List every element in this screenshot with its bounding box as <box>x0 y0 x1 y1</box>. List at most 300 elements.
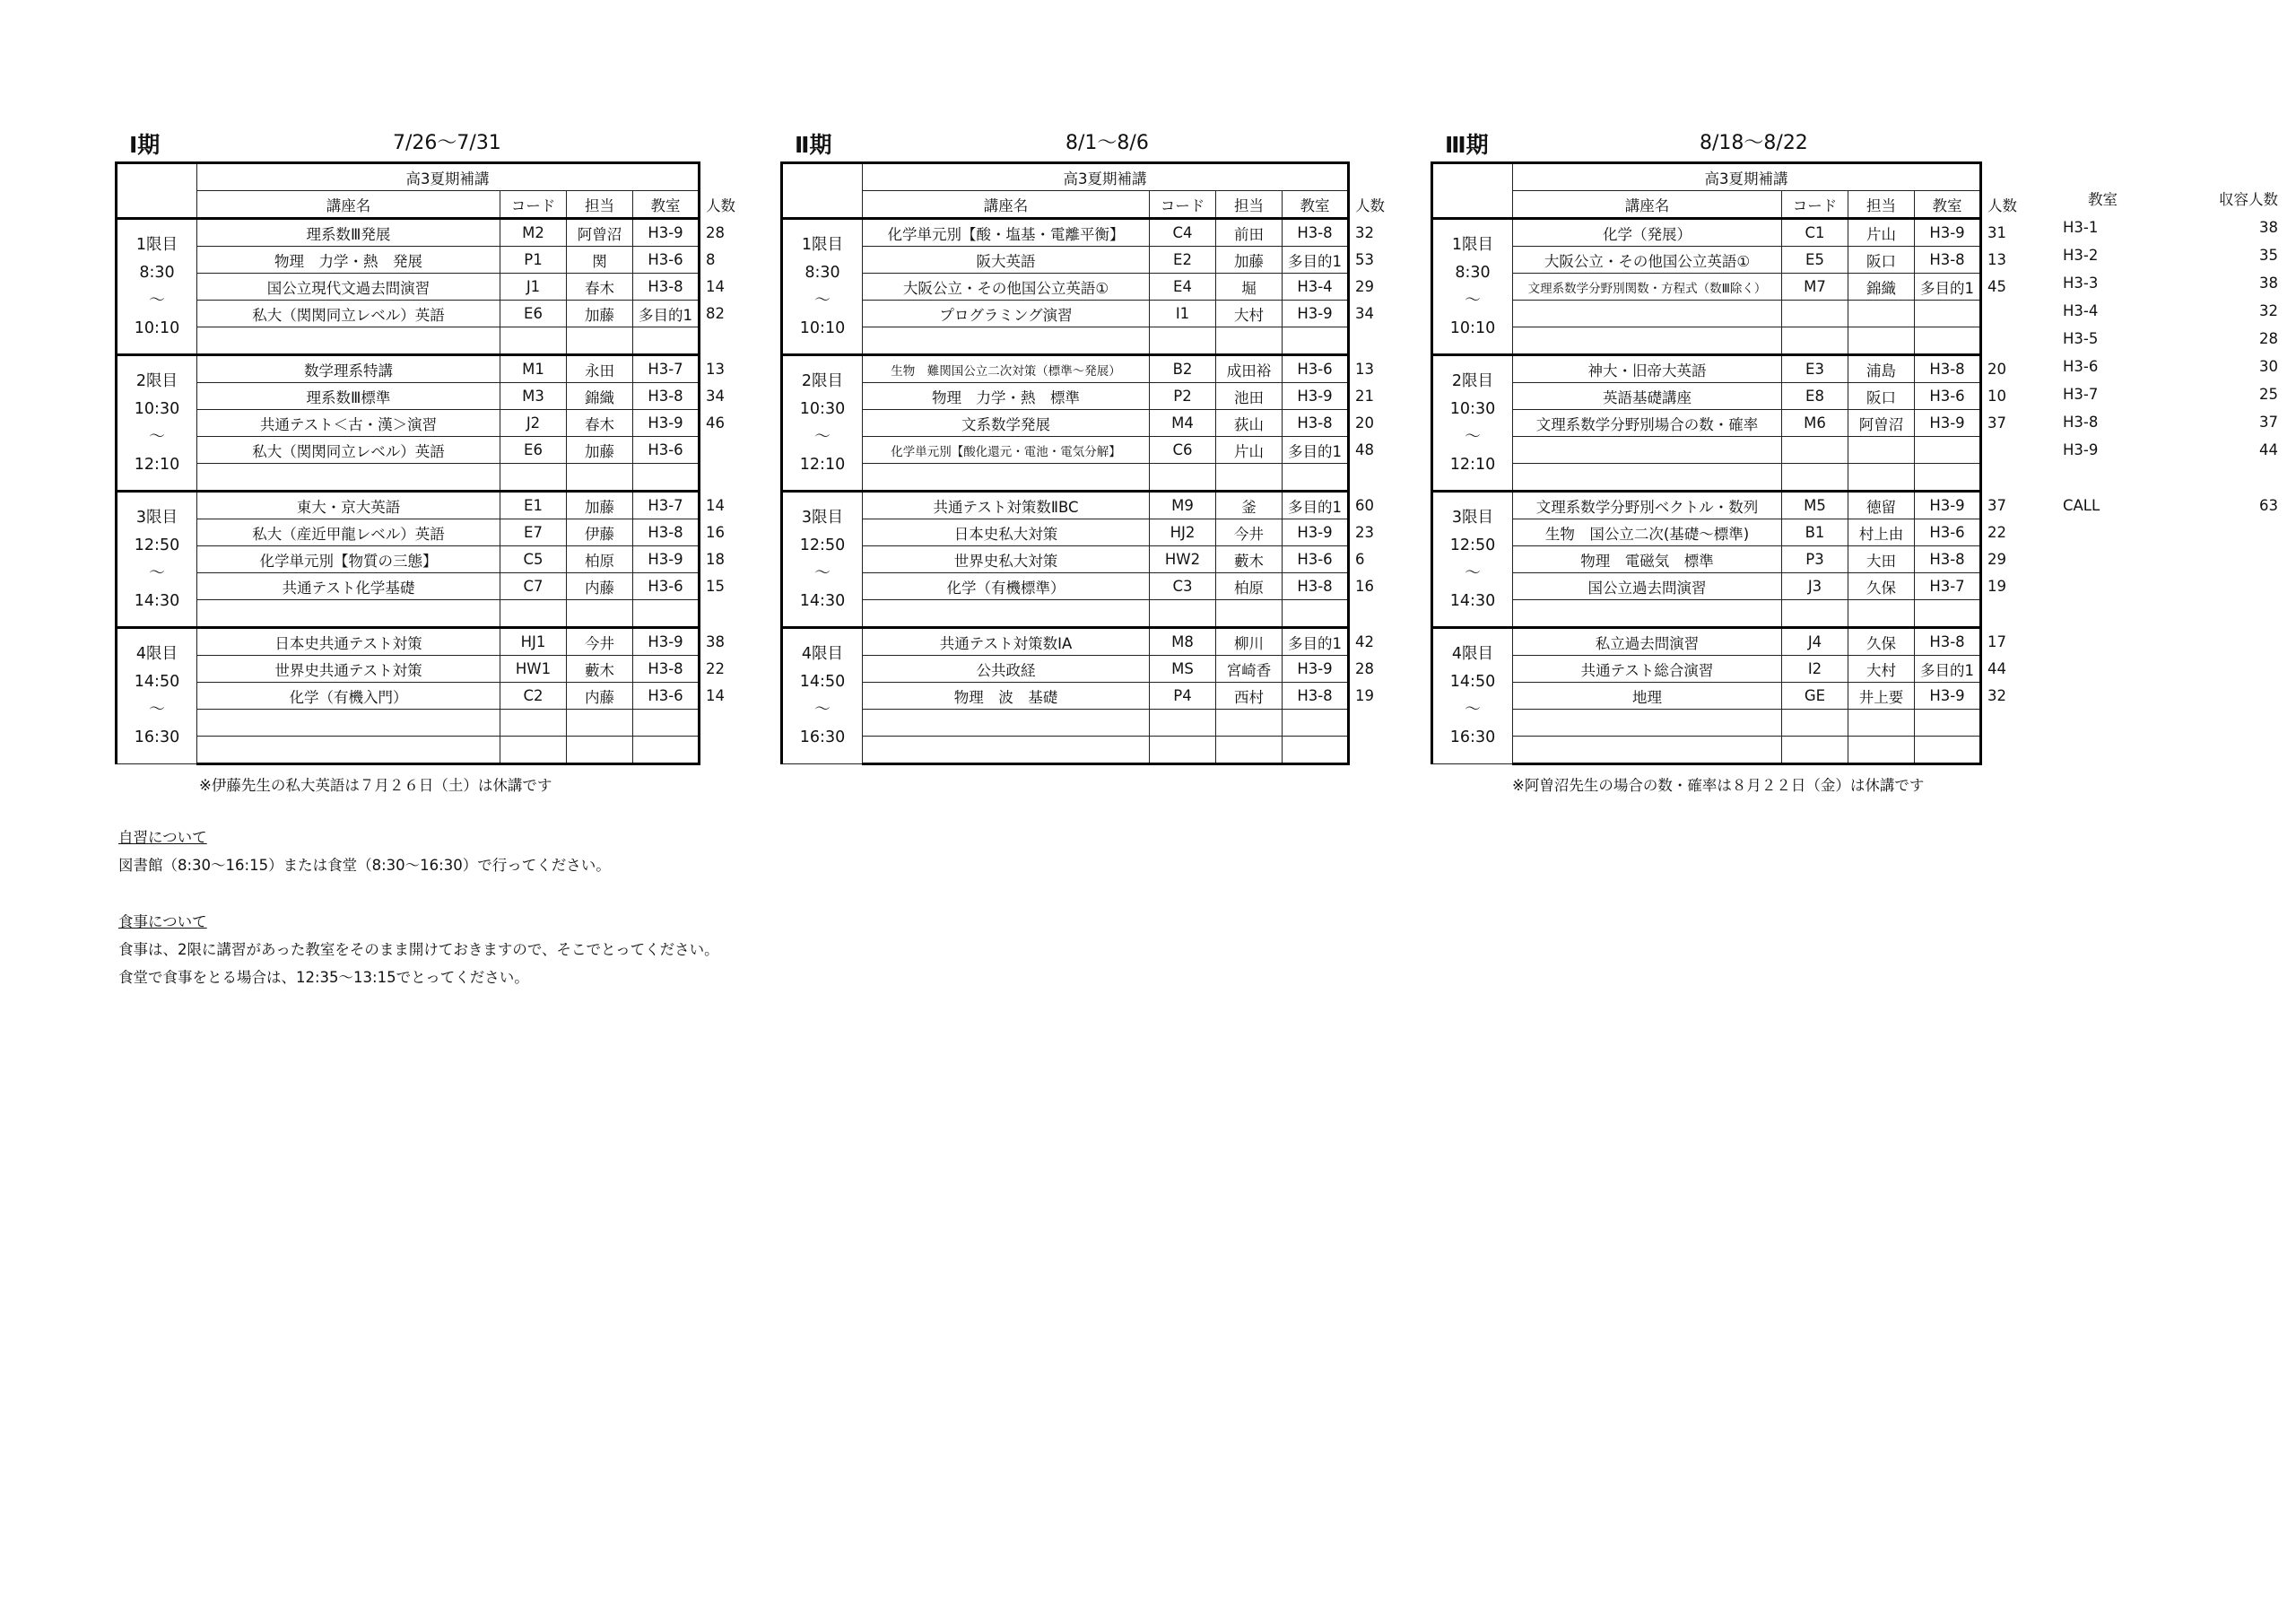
cell-teacher: 片山 <box>1216 437 1283 464</box>
course-header: 講座名 <box>197 191 500 219</box>
cell-count: 22 <box>1981 519 2024 546</box>
cell-teacher: 西村 <box>1216 683 1283 710</box>
cell-code: HJ2 <box>1150 519 1216 546</box>
cell-code: E1 <box>500 492 567 519</box>
cell-course: 物理 波 基礎 <box>863 683 1150 710</box>
capacity-room: H3-7 <box>2063 386 2099 403</box>
time-slot-line: 〜 <box>1465 563 1481 582</box>
cell-room: 多目的1 <box>1283 437 1349 464</box>
table-row <box>782 600 1392 628</box>
cell-code: E5 <box>1782 247 1848 274</box>
cell-code: E4 <box>1150 274 1216 301</box>
cell-course: 国公立現代文過去問演習 <box>197 274 500 301</box>
table-row <box>117 600 743 628</box>
cell-course: 大阪公立・その他国公立英語① <box>863 274 1150 301</box>
schedule-table <box>1431 161 2024 765</box>
cell-count <box>1981 464 2024 492</box>
cell-count: 32 <box>1981 683 2024 710</box>
table-title: 高3夏期補講 <box>863 163 1349 191</box>
cell-teacher: 内藤 <box>567 573 633 600</box>
cell-course: 生物 難関国公立二次対策（標準〜発展） <box>863 355 1150 383</box>
time-slot-line: 4限目 <box>801 645 844 663</box>
time-slot-line: 10:10 <box>134 318 180 337</box>
cell-teacher <box>567 327 633 355</box>
cell-code: M6 <box>1782 410 1848 437</box>
cell-count: 19 <box>1981 573 2024 600</box>
time-slot-line: 16:30 <box>799 728 846 746</box>
time-slot-line: 16:30 <box>134 728 180 746</box>
capacity-room: H3-8 <box>2063 414 2099 431</box>
time-slot-line: 12:50 <box>799 536 846 554</box>
cell-course <box>197 710 500 737</box>
cell-course: 共通テスト対策数ⅡBC <box>863 492 1150 519</box>
cell-count <box>1981 710 2024 737</box>
cell-code: C1 <box>1782 219 1848 247</box>
cell-count: 37 <box>1981 492 2024 519</box>
room-header: 教室 <box>1283 191 1349 219</box>
self-study-text: 図書館（8:30〜16:15）または食堂（8:30〜16:30）で行ってください。 <box>118 857 611 874</box>
cell-room: 多目的1 <box>1283 247 1349 274</box>
cell-code: HJ1 <box>500 628 567 656</box>
meal-title: 食事について <box>118 913 207 930</box>
cell-code: M9 <box>1150 492 1216 519</box>
teacher-header: 担当 <box>1216 191 1283 219</box>
cell-room <box>633 737 700 764</box>
cell-code <box>1782 327 1848 355</box>
time-slot-line: 4限目 <box>1451 645 1494 663</box>
table-row <box>1432 219 2024 247</box>
cell-code: J4 <box>1782 628 1848 656</box>
cell-course <box>1513 600 1782 628</box>
schedule-table <box>780 161 1392 765</box>
course-header: 講座名 <box>1513 191 1782 219</box>
capacity-row <box>2063 298 2278 326</box>
cell-teacher: 堀 <box>1216 274 1283 301</box>
cell-teacher: 阪口 <box>1848 247 1915 274</box>
cell-teacher: 柳川 <box>1216 628 1283 656</box>
cell-count: 82 <box>700 301 743 327</box>
cell-code: M7 <box>1782 274 1848 301</box>
cell-course: 地理 <box>1513 683 1782 710</box>
period-1-note: ※伊藤先生の私大英語は７月２６日（土）は休講です <box>199 777 552 794</box>
cell-course: プログラミング演習 <box>863 301 1150 327</box>
time-slot-label <box>1432 355 1513 492</box>
cell-room: H3-6 <box>633 683 700 710</box>
table-row <box>782 683 1392 710</box>
period-name: Ⅱ期 <box>795 132 832 158</box>
cell-code: C3 <box>1150 573 1216 600</box>
cell-course: 化学単元別【酸・塩基・電離平衡】 <box>863 219 1150 247</box>
period-dates: 8/1〜8/6 <box>1065 132 1149 154</box>
cell-count: 17 <box>1981 628 2024 656</box>
self-study-section <box>118 824 611 879</box>
period-3-note: ※阿曽沼先生の場合の数・確率は８月２２日（金）は休講です <box>1512 777 1925 794</box>
cell-code: E6 <box>500 437 567 464</box>
time-slot-label <box>117 355 197 492</box>
cell-room <box>1283 737 1349 764</box>
time-slot-line: 10:30 <box>1449 399 1496 418</box>
cell-count <box>1981 437 2024 464</box>
cell-count: 28 <box>700 219 743 247</box>
table-row <box>1432 573 2024 600</box>
cell-course: 共通テスト化学基礎 <box>197 573 500 600</box>
cell-code <box>500 464 567 492</box>
table-row <box>782 383 1392 410</box>
cell-count: 42 <box>1349 628 1392 656</box>
cell-room <box>1283 327 1349 355</box>
cell-count: 28 <box>1349 656 1392 683</box>
table-row <box>1432 464 2024 492</box>
cell-code <box>1150 737 1216 764</box>
cell-course: 英語基礎講座 <box>1513 383 1782 410</box>
cell-room: 多目的1 <box>1915 274 1981 301</box>
cell-course: 東大・京大英語 <box>197 492 500 519</box>
cell-code: HW2 <box>1150 546 1216 573</box>
cell-room: H3-9 <box>1283 301 1349 327</box>
cell-teacher: 前田 <box>1216 219 1283 247</box>
capacity-room: H3-9 <box>2063 441 2099 458</box>
time-slot-label <box>117 628 197 764</box>
time-slot-label <box>782 219 863 355</box>
cell-room: H3-6 <box>1283 355 1349 383</box>
capacity-count: 35 <box>2259 247 2278 264</box>
count-header: 人数 <box>1349 191 1392 219</box>
teacher-header: 担当 <box>567 191 633 219</box>
table-row <box>782 737 1392 764</box>
cell-course: 公共政経 <box>863 656 1150 683</box>
cell-teacher: 大村 <box>1848 656 1915 683</box>
cell-course <box>197 737 500 764</box>
cell-room: H3-8 <box>1283 410 1349 437</box>
table-row <box>782 219 1392 247</box>
cell-teacher: 錦織 <box>1848 274 1915 301</box>
cell-course: 日本史私大対策 <box>863 519 1150 546</box>
cell-count <box>1349 600 1392 628</box>
cell-count: 15 <box>700 573 743 600</box>
table-row <box>1432 410 2024 437</box>
table-row <box>1432 355 2024 383</box>
cell-teacher <box>567 710 633 737</box>
capacity-count: 44 <box>2259 441 2278 458</box>
cell-code <box>1150 464 1216 492</box>
cell-room: H3-6 <box>1915 383 1981 410</box>
cell-room <box>1283 710 1349 737</box>
period-dates: 8/18〜8/22 <box>1700 132 1808 154</box>
cell-count <box>700 327 743 355</box>
cell-teacher <box>1216 600 1283 628</box>
capacity-count: 38 <box>2259 219 2278 236</box>
cell-teacher: 成田裕 <box>1216 355 1283 383</box>
cell-count: 14 <box>700 492 743 519</box>
cell-count: 38 <box>700 628 743 656</box>
table-row <box>782 546 1392 573</box>
cell-course: 化学単元別【酸化還元・電池・電気分解】 <box>863 437 1150 464</box>
time-slot-line: 2限目 <box>1451 371 1494 390</box>
time-slot-line: 〜 <box>814 701 831 719</box>
table-title: 高3夏期補講 <box>1513 163 1981 191</box>
room-header: 教室 <box>633 191 700 219</box>
cell-teacher: 阿曾沼 <box>567 219 633 247</box>
capacity-room: H3-3 <box>2063 275 2099 292</box>
time-slot-line: 8:30 <box>804 263 840 282</box>
time-slot-line: 10:30 <box>134 399 180 418</box>
table-row <box>1432 546 2024 573</box>
time-slot-line: 12:10 <box>799 455 846 474</box>
cell-code: P2 <box>1150 383 1216 410</box>
cell-course: 私大（関関同立レベル）英語 <box>197 437 500 464</box>
cell-course: 共通テスト対策数ⅠA <box>863 628 1150 656</box>
cell-room: 多目的1 <box>1283 628 1349 656</box>
cell-count <box>700 464 743 492</box>
table-row <box>782 247 1392 274</box>
cell-room: H3-9 <box>1915 219 1981 247</box>
cell-room <box>1915 710 1981 737</box>
cell-teacher: 片山 <box>1848 219 1915 247</box>
cell-room: H3-8 <box>1283 683 1349 710</box>
cell-code: MS <box>1150 656 1216 683</box>
cell-course <box>1513 710 1782 737</box>
cell-room: H3-6 <box>1283 546 1349 573</box>
cell-room <box>1915 301 1981 327</box>
cell-room: H3-9 <box>1283 519 1349 546</box>
cell-room: H3-8 <box>633 656 700 683</box>
cell-teacher: 伊藤 <box>567 519 633 546</box>
cell-room: H3-7 <box>1915 573 1981 600</box>
cell-room: H3-8 <box>1283 219 1349 247</box>
cell-teacher <box>1848 710 1915 737</box>
cell-course: 化学（有機標準） <box>863 573 1150 600</box>
table-row <box>782 437 1392 464</box>
cell-count <box>700 437 743 464</box>
cell-room: H3-6 <box>633 247 700 274</box>
cell-course: 文理系数学分野別場合の数・確率 <box>1513 410 1782 437</box>
cell-teacher: 今井 <box>567 628 633 656</box>
cell-code <box>1782 301 1848 327</box>
count-header-spacer <box>1349 163 1392 191</box>
cell-room: H3-8 <box>1915 355 1981 383</box>
cell-teacher: 春木 <box>567 274 633 301</box>
cell-code: B1 <box>1782 519 1848 546</box>
cell-count: 16 <box>700 519 743 546</box>
time-slot-line: 〜 <box>1465 701 1481 719</box>
cell-count: 29 <box>1981 546 2024 573</box>
count-header-spacer <box>700 163 743 191</box>
cell-course: 私大（産近甲龍レベル）英語 <box>197 519 500 546</box>
table-row <box>117 546 743 573</box>
teacher-header: 担当 <box>1848 191 1915 219</box>
cell-code <box>1782 600 1848 628</box>
table-row <box>117 274 743 301</box>
cell-course: 大阪公立・その他国公立英語① <box>1513 247 1782 274</box>
table-row <box>117 219 743 247</box>
cell-code: P1 <box>500 247 567 274</box>
cell-course: 物理 力学・熱 標準 <box>863 383 1150 410</box>
table-row <box>117 710 743 737</box>
cell-code: E2 <box>1150 247 1216 274</box>
room-capacity-list <box>2063 187 2278 520</box>
cell-course: 理系数Ⅲ標準 <box>197 383 500 410</box>
capacity-count: 63 <box>2259 497 2278 514</box>
period-dates: 7/26〜7/31 <box>393 132 501 154</box>
table-title: 高3夏期補講 <box>197 163 700 191</box>
cell-teacher: 錦織 <box>567 383 633 410</box>
course-header: 講座名 <box>863 191 1150 219</box>
cell-course <box>1513 301 1782 327</box>
time-slot-line: 〜 <box>149 563 165 582</box>
cell-code: E6 <box>500 301 567 327</box>
table-row <box>782 301 1392 327</box>
cell-course <box>863 710 1150 737</box>
cell-teacher <box>1216 710 1283 737</box>
cell-count: 32 <box>1349 219 1392 247</box>
cell-teacher <box>1848 437 1915 464</box>
cell-course: 化学（発展） <box>1513 219 1782 247</box>
table-row <box>117 383 743 410</box>
cell-room: H3-6 <box>633 573 700 600</box>
period-1 <box>115 124 743 765</box>
cell-course <box>197 600 500 628</box>
cell-count <box>1981 600 2024 628</box>
cell-code <box>500 710 567 737</box>
cell-room <box>633 327 700 355</box>
time-slot-line: 2限目 <box>135 371 178 390</box>
cell-teacher <box>567 600 633 628</box>
table-row <box>1432 301 2024 327</box>
table-row <box>1432 710 2024 737</box>
cell-code: M5 <box>1782 492 1848 519</box>
cell-teacher <box>567 737 633 764</box>
table-row <box>1432 383 2024 410</box>
cell-code: P4 <box>1150 683 1216 710</box>
capacity-room: H3-1 <box>2063 219 2099 236</box>
cell-code <box>1150 327 1216 355</box>
time-slot-line: 2限目 <box>801 371 844 390</box>
table-row <box>1432 327 2024 355</box>
meal-text-2: 食堂で食事をとる場合は、12:35〜13:15でとってください。 <box>118 969 529 986</box>
cell-room: 多目的1 <box>633 301 700 327</box>
cell-course: 阪大英語 <box>863 247 1150 274</box>
cell-room: H3-7 <box>633 492 700 519</box>
cell-teacher: 加藤 <box>567 492 633 519</box>
capacity-room: H3-4 <box>2063 302 2099 319</box>
cell-course <box>1513 464 1782 492</box>
cell-teacher: 関 <box>567 247 633 274</box>
time-slot-line: 14:50 <box>799 673 846 691</box>
table-row <box>782 710 1392 737</box>
time-slot-line: 4限目 <box>135 645 178 663</box>
cell-code: I2 <box>1782 656 1848 683</box>
cell-count: 20 <box>1981 355 2024 383</box>
cell-code <box>1782 464 1848 492</box>
cell-teacher: 村上由 <box>1848 519 1915 546</box>
cell-room: H3-9 <box>633 546 700 573</box>
count-header-spacer <box>1981 163 2024 191</box>
cell-code: M1 <box>500 355 567 383</box>
cell-course <box>1513 327 1782 355</box>
capacity-row <box>2063 493 2278 520</box>
cell-count: 18 <box>700 546 743 573</box>
cell-room <box>633 710 700 737</box>
period-header <box>1431 124 2024 161</box>
time-slot-line: 〜 <box>149 291 165 310</box>
capacity-header-count: 収容人数 <box>2219 191 2278 208</box>
table-row <box>117 656 743 683</box>
table-row <box>782 355 1392 383</box>
capacity-room: H3-2 <box>2063 247 2099 264</box>
cell-code: J1 <box>500 274 567 301</box>
cell-code <box>1782 710 1848 737</box>
self-study-title: 自習について <box>118 829 207 846</box>
cell-room: H3-9 <box>633 628 700 656</box>
capacity-count: 32 <box>2259 302 2278 319</box>
cell-code <box>500 737 567 764</box>
cell-room <box>1915 464 1981 492</box>
capacity-room: H3-6 <box>2063 358 2099 375</box>
table-row <box>117 355 743 383</box>
cell-count: 6 <box>1349 546 1392 573</box>
capacity-header-room: 教室 <box>2088 191 2118 208</box>
time-slot-line: 1限目 <box>135 235 178 254</box>
cell-course: 私大（関関同立レベル）英語 <box>197 301 500 327</box>
cell-code: I1 <box>1150 301 1216 327</box>
cell-count: 31 <box>1981 219 2024 247</box>
period-header <box>115 124 743 161</box>
period-name: Ⅲ期 <box>1445 132 1489 158</box>
time-slot-line: 12:50 <box>134 536 180 554</box>
capacity-row <box>2063 409 2278 437</box>
period-name: Ⅰ期 <box>129 132 161 158</box>
cell-code: J3 <box>1782 573 1848 600</box>
cell-code: E3 <box>1782 355 1848 383</box>
cell-room: H3-8 <box>633 519 700 546</box>
cell-room: H3-4 <box>1283 274 1349 301</box>
cell-count: 23 <box>1349 519 1392 546</box>
time-slot-line: 14:30 <box>1449 591 1496 610</box>
cell-course: 文系数学発展 <box>863 410 1150 437</box>
corner-cell <box>782 163 863 219</box>
cell-count: 21 <box>1349 383 1392 410</box>
cell-count: 29 <box>1349 274 1392 301</box>
table-row <box>782 519 1392 546</box>
table-row <box>782 410 1392 437</box>
cell-code: M4 <box>1150 410 1216 437</box>
cell-code: C5 <box>500 546 567 573</box>
cell-count <box>1981 327 2024 355</box>
cell-code: J2 <box>500 410 567 437</box>
cell-room <box>1915 600 1981 628</box>
cell-course <box>863 737 1150 764</box>
meal-text-1: 食事は、2限に講習があった教室をそのまま開けておきますので、そこでとってください。 <box>118 941 719 958</box>
count-header: 人数 <box>700 191 743 219</box>
cell-room: H3-9 <box>633 410 700 437</box>
cell-teacher: 大村 <box>1216 301 1283 327</box>
code-header: コード <box>1782 191 1848 219</box>
cell-room: H3-8 <box>1915 247 1981 274</box>
cell-teacher: 徳留 <box>1848 492 1915 519</box>
time-slot-line: 12:10 <box>134 455 180 474</box>
cell-code: GE <box>1782 683 1848 710</box>
capacity-room: CALL <box>2063 497 2100 514</box>
cell-course: 世界史共通テスト対策 <box>197 656 500 683</box>
cell-count: 14 <box>700 274 743 301</box>
cell-course: 文理系数学分野別ベクトル・数列 <box>1513 492 1782 519</box>
cell-code: P3 <box>1782 546 1848 573</box>
meal-section <box>118 908 719 991</box>
code-header: コード <box>500 191 567 219</box>
cell-room: H3-8 <box>633 383 700 410</box>
time-slot-line: 8:30 <box>1455 263 1491 282</box>
cell-count: 45 <box>1981 274 2024 301</box>
